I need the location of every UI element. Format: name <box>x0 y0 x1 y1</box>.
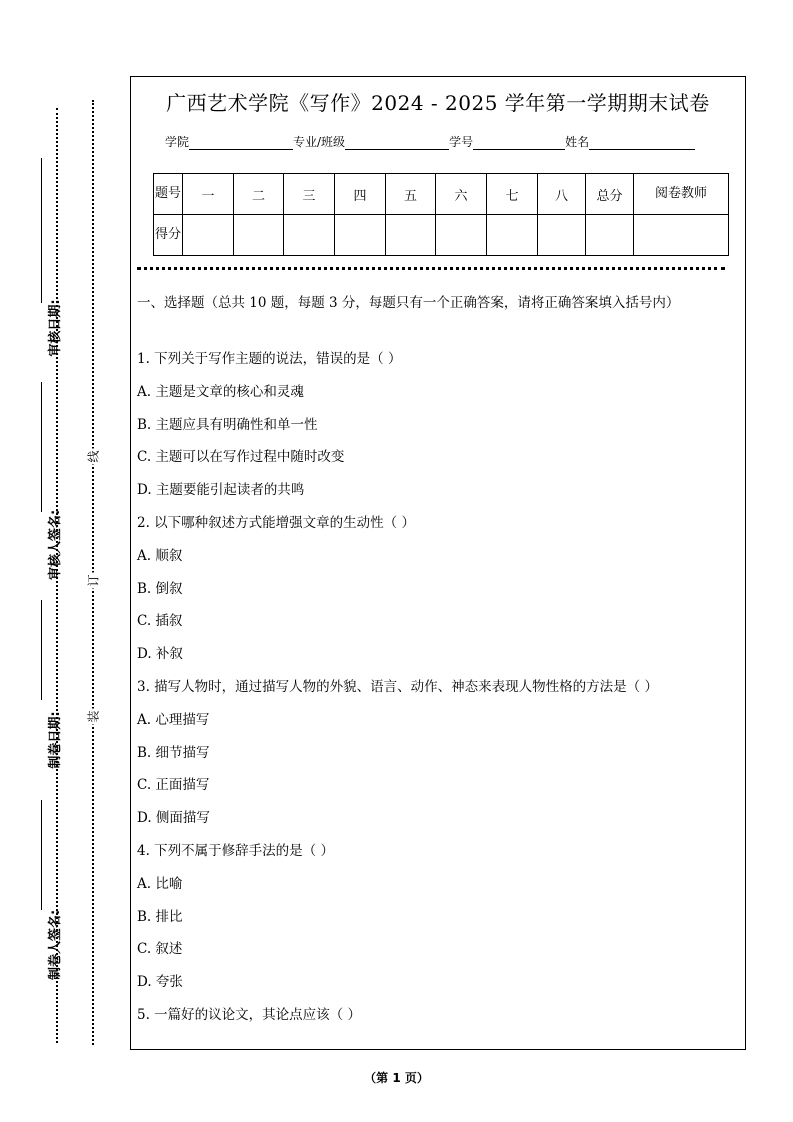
score-cell[interactable] <box>234 215 284 256</box>
score-col-5: 五 <box>386 174 436 215</box>
question-stem: 3. 描写人物时，通过描写人物的外貌、语言、动作、神态来表现人物性格的方法是（ ） <box>137 679 658 695</box>
score-cell[interactable] <box>538 215 586 256</box>
exam-title: 广西艺术学院《写作》2024 - 2025 学年第一学期期末试卷 <box>166 91 710 115</box>
question-option: A. 比喻 <box>137 875 183 892</box>
question-option: C. 正面描写 <box>137 777 210 794</box>
section-separator <box>137 267 725 270</box>
score-cell[interactable] <box>487 215 538 256</box>
score-cell[interactable] <box>386 215 436 256</box>
score-col-3: 三 <box>284 174 335 215</box>
bind-order-char: 订 <box>86 574 101 587</box>
score-table-header-row <box>154 174 729 215</box>
question-option: B. 细节描写 <box>137 744 210 761</box>
score-col-grader: 阅卷教师 <box>634 174 729 215</box>
score-cell[interactable] <box>335 215 386 256</box>
score-col-6: 六 <box>436 174 487 215</box>
question-option: A. 顺叙 <box>137 547 183 564</box>
college-label: 学院 <box>165 135 190 149</box>
bind-pack-char: 装 <box>86 710 101 723</box>
question-option: D. 夸张 <box>137 974 183 991</box>
student-info-row <box>165 133 695 150</box>
question-option: D. 补叙 <box>137 646 183 663</box>
outer-dotted-line <box>56 108 58 1043</box>
question-stem: 1. 下列关于写作主题的说法，错误的是（ ） <box>137 351 402 367</box>
score-col-1: 一 <box>183 174 234 215</box>
review-date-label: 审核日期: <box>48 299 63 357</box>
score-cell[interactable] <box>284 215 335 256</box>
question-option: B. 倒叙 <box>137 580 183 597</box>
score-cell[interactable] <box>634 215 729 256</box>
page-number: （第 1 页） <box>364 1071 429 1085</box>
question-option: A. 主题是文章的核心和灵魂 <box>137 383 304 400</box>
preparer-signature-label: 制卷人签名: <box>48 909 63 980</box>
score-col-total: 总分 <box>586 174 634 215</box>
question-option: B. 主题应具有明确性和单一性 <box>137 416 318 433</box>
reviewer-signature-label: 审核人签名: <box>48 509 63 580</box>
name-label: 姓名 <box>565 135 590 149</box>
section-heading: 一、选择题（总共 10 题，每题 3 分，每题只有一个正确答案，请将正确答案填入括号内） <box>137 295 680 311</box>
score-row-header: 得分 <box>154 215 183 256</box>
question-option: C. 主题可以在写作过程中随时改变 <box>137 449 345 466</box>
question-option: A. 心理描写 <box>137 711 210 728</box>
score-cell[interactable] <box>586 215 634 256</box>
exam-frame <box>130 76 746 1050</box>
question-stem: 2. 以下哪种叙述方式能增强文章的生动性（ ） <box>137 515 415 531</box>
name-field[interactable] <box>589 137 695 150</box>
prepare-date-line[interactable] <box>41 600 42 700</box>
binding-margin <box>0 0 125 1122</box>
major-label: 专业/班级 <box>293 135 346 149</box>
question-option: D. 侧面描写 <box>137 810 210 827</box>
question-option: C. 插叙 <box>137 613 183 630</box>
student-id-field[interactable] <box>473 137 565 150</box>
question-option: D. 主题要能引起读者的共鸣 <box>137 482 305 499</box>
score-cell[interactable] <box>436 215 487 256</box>
student-id-label: 学号 <box>449 135 474 149</box>
score-table <box>153 173 729 256</box>
score-cell[interactable] <box>183 215 234 256</box>
score-col-8: 八 <box>538 174 586 215</box>
college-field[interactable] <box>189 137 293 150</box>
question-number-header: 题号 <box>154 174 183 215</box>
preparer-signature-line[interactable] <box>41 800 42 910</box>
review-date-line[interactable] <box>41 158 42 303</box>
bind-line-char: 线 <box>86 450 101 463</box>
question-option: B. 排比 <box>137 908 183 925</box>
score-col-4: 四 <box>335 174 386 215</box>
prepare-date-label: 制卷日期: <box>48 711 63 769</box>
question-stem: 5. 一篇好的议论文，其论点应该（ ） <box>137 1007 361 1023</box>
question-stem: 4. 下列不属于修辞手法的是（ ） <box>137 843 334 859</box>
score-col-2: 二 <box>234 174 284 215</box>
score-table-score-row <box>154 215 729 256</box>
reviewer-signature-line[interactable] <box>41 382 42 512</box>
major-field[interactable] <box>345 137 449 150</box>
question-option: C. 叙述 <box>137 941 183 958</box>
score-col-7: 七 <box>487 174 538 215</box>
